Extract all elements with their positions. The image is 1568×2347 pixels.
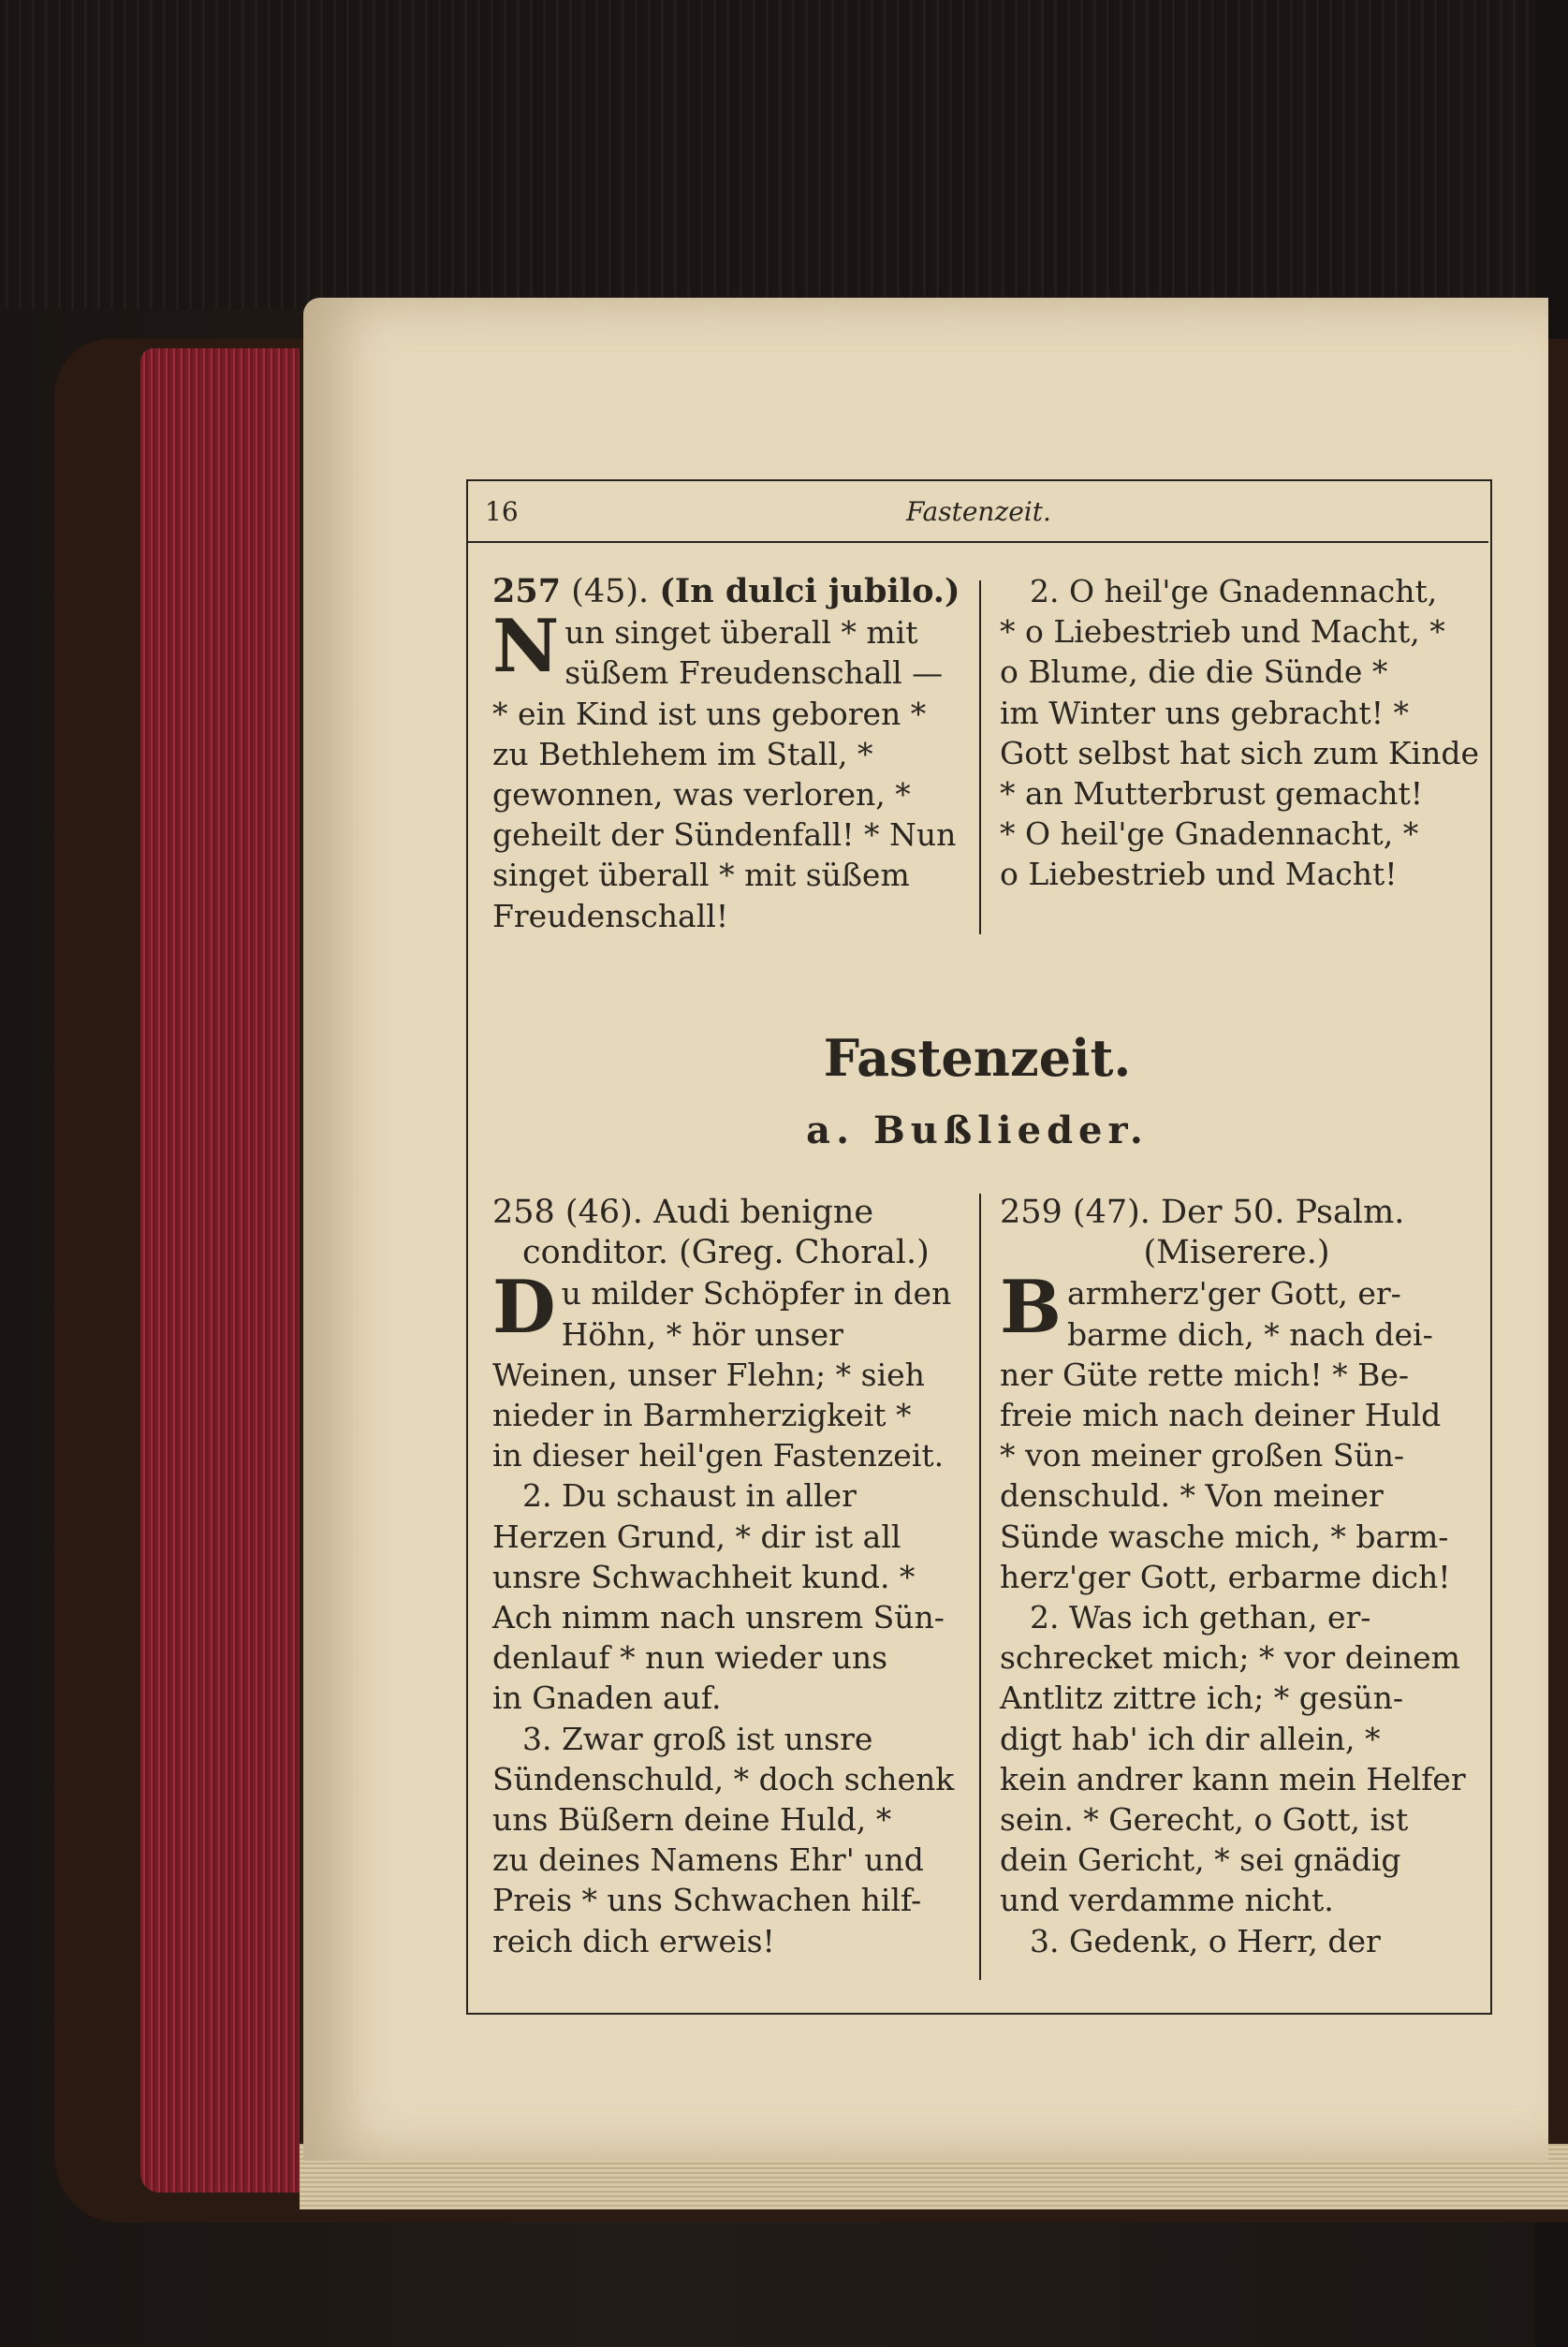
line: nieder in Barmherzigkeit * — [492, 1397, 912, 1434]
line: denschuld. * Von meiner — [1000, 1477, 1384, 1515]
hymn-title: (In dulci jubilo.) — [659, 572, 960, 610]
line: Antlitz zittre ich; * gesün- — [1000, 1680, 1403, 1717]
line: in Gnaden auf. — [492, 1680, 722, 1717]
line: Ach nimm nach unsrem Sün- — [492, 1599, 945, 1636]
line: 3. Zwar groß ist unsre — [522, 1720, 873, 1757]
dropcap: B — [1000, 1265, 1062, 1351]
cloth-background — [0, 0, 1568, 309]
line: und verdamme nicht. — [1000, 1882, 1334, 1919]
line: ner Güte rette mich! * Be- — [1000, 1356, 1410, 1393]
line: unsre Schwachheit kund. * — [492, 1558, 916, 1595]
line: * von meiner großen Sün- — [1000, 1437, 1405, 1474]
hymn-258 — [492, 1193, 966, 1961]
line: gewonnen, was verloren, * — [492, 776, 911, 814]
line: digt hab' ich dir allein, * — [1000, 1720, 1381, 1757]
section-title: Fastenzeit. — [823, 1028, 1132, 1088]
hymn-259-heading: 259 (47). Der 50. Psalm. — [1000, 1194, 1405, 1231]
column-divider-bottom — [979, 1194, 981, 1980]
line: Weinen, unser Flehn; * sieh — [492, 1356, 925, 1393]
line: * o Liebestrieb und Macht, * — [1000, 613, 1445, 651]
line: Sündenschuld, * doch schenk — [492, 1760, 955, 1797]
hymn-257-heading — [492, 571, 966, 612]
running-title: Fastenzeit. — [906, 496, 1051, 527]
line: schrecket mich; * vor deinem — [1000, 1639, 1460, 1677]
line: o Liebestrieb und Macht! — [1000, 856, 1398, 893]
line: Höhn, * hör unser — [561, 1315, 843, 1353]
line: * O heil'ge Gnadennacht, * — [1000, 815, 1419, 853]
line: 2. O heil'ge Gnadennacht, — [1030, 573, 1438, 609]
dropcap: N — [492, 604, 560, 690]
line: Freudenschall! — [492, 897, 729, 934]
hymn-number: 257 — [492, 572, 562, 610]
line: süßem Freudenschall — — [564, 654, 944, 692]
line: Preis * uns Schwachen hilf- — [492, 1882, 922, 1919]
line: geheilt der Sündenfall! * Nun — [492, 816, 957, 854]
column-divider-top — [979, 580, 981, 934]
line: o Blume, die die Sünde * — [1000, 653, 1388, 691]
line: sein. * Gerecht, o Gott, ist — [1000, 1801, 1409, 1839]
line: kein andrer kann mein Helfer — [1000, 1760, 1466, 1797]
line: 2. Was ich gethan, er- — [1030, 1599, 1371, 1636]
line: un singet überall * mit — [564, 614, 918, 652]
line: barme dich, * nach dei- — [1066, 1315, 1433, 1353]
line: * an Mutterbrust gemacht! — [1000, 775, 1423, 813]
line: armherz'ger Gott, er- — [1066, 1275, 1401, 1313]
hymn-259 — [1000, 1193, 1473, 1961]
line: dein Gericht, * sei gnädig — [1000, 1841, 1401, 1879]
line: im Winter uns gebracht! * — [1000, 694, 1409, 731]
line: Gott selbst hat sich zum Kinde — [1000, 734, 1479, 771]
line: herz'ger Gott, erbarme dich! — [1000, 1558, 1451, 1595]
line: * ein Kind ist uns geboren * — [492, 695, 927, 732]
line: denlauf * nun wieder uns — [492, 1639, 888, 1677]
page-number: 16 — [485, 496, 519, 527]
red-page-edges — [140, 348, 300, 2193]
line: u milder Schöpfer in den — [561, 1275, 952, 1313]
line: zu deines Namens Ehr' und — [492, 1841, 924, 1879]
line: uns Büßern deine Huld, * — [492, 1801, 892, 1839]
line: Herzen Grund, * dir ist all — [492, 1518, 901, 1555]
hymn-259-subheading: (Miserere.) — [1143, 1234, 1330, 1272]
line: freie mich nach deiner Huld — [1000, 1397, 1442, 1434]
line: singet überall * mit süßem — [492, 857, 910, 894]
line: 2. Du schaust in aller — [522, 1477, 857, 1515]
dropcap: D — [492, 1265, 556, 1351]
hymn-ref: (45). — [571, 573, 650, 610]
hymn-257-verse-2 — [1000, 571, 1479, 895]
hymn-257 — [492, 571, 966, 936]
line: Sünde wasche mich, * barm- — [1000, 1518, 1449, 1555]
line: zu Bethlehem im Stall, * — [492, 735, 873, 772]
line: reich dich erweis! — [492, 1922, 775, 1959]
line: in dieser heil'gen Fastenzeit. — [492, 1437, 945, 1474]
hymn-258-heading: 258 (46). Audi benigne — [492, 1194, 874, 1231]
hymn-258-subheading: conditor. (Greg. Choral.) — [522, 1234, 930, 1272]
line: 3. Gedenk, o Herr, der — [1030, 1922, 1381, 1959]
section-subtitle: a. Bußlieder. — [806, 1108, 1149, 1152]
running-head — [466, 479, 1488, 543]
